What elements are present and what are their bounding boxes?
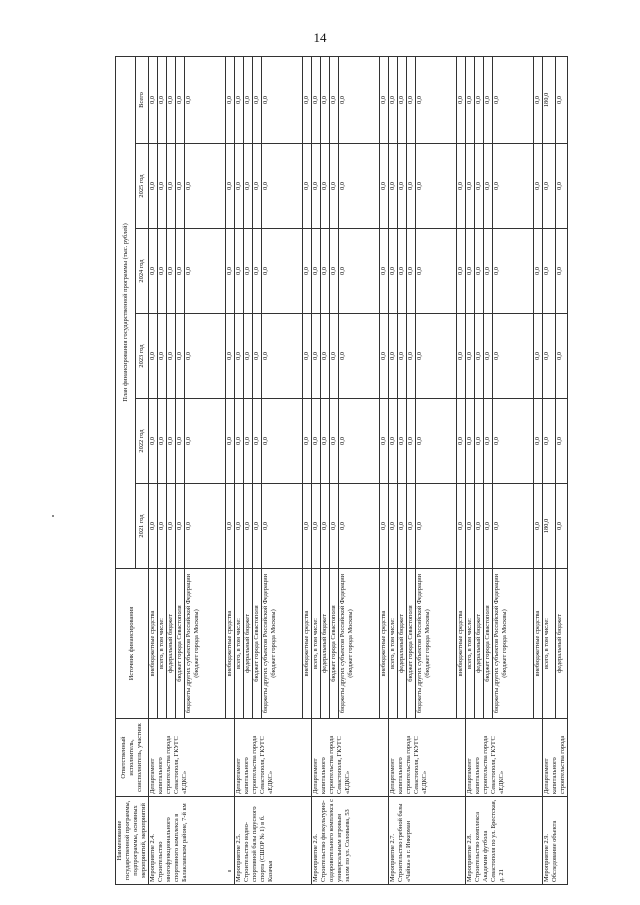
amount-cell: 0,0 <box>555 314 568 399</box>
amount-cell: 0,0 <box>555 144 568 229</box>
amount-cell: 0,0 <box>466 399 475 484</box>
funding-source: федеральный бюджет <box>244 569 253 719</box>
funding-source: бюджеты других субъектов Российской Федерации (бюджет города Москвы) <box>416 569 457 719</box>
financing-table <box>115 56 568 885</box>
amount-cell: 0,0 <box>262 399 303 484</box>
amount-cell: 0,0 <box>543 229 556 314</box>
amount-cell: 0,0 <box>457 229 466 314</box>
amount-cell: 0,0 <box>158 56 167 143</box>
header-year: 2022 год <box>136 399 149 484</box>
amount-cell: 0,0 <box>466 229 475 314</box>
amount-cell: 0,0 <box>235 56 244 143</box>
amount-cell: 0,0 <box>185 56 226 143</box>
amount-cell: 0,0 <box>312 399 321 484</box>
amount-cell: 0,0 <box>484 144 493 229</box>
amount-cell: 0,0 <box>185 484 226 569</box>
amount-cell: 0,0 <box>321 484 330 569</box>
amount-cell: 0,0 <box>262 144 303 229</box>
amount-cell: 0,0 <box>380 399 389 484</box>
amount-cell: 0,0 <box>303 229 312 314</box>
amount-cell: 0,0 <box>339 56 380 143</box>
amount-cell: 0,0 <box>534 399 543 484</box>
amount-cell: 0,0 <box>534 144 543 229</box>
amount-cell: 0,0 <box>407 484 416 569</box>
amount-cell: 0,0 <box>330 314 339 399</box>
amount-cell: 0,0 <box>176 399 185 484</box>
amount-cell: 0,0 <box>176 56 185 143</box>
amount-cell: 0,0 <box>321 229 330 314</box>
amount-cell: 0,0 <box>475 144 484 229</box>
funding-source: бюджеты других субъектов Российской Федерации (бюджет города Москвы) <box>262 569 303 719</box>
amount-cell: 0,0 <box>484 314 493 399</box>
amount-cell: 0,0 <box>407 399 416 484</box>
amount-cell: 0,0 <box>389 314 398 399</box>
amount-cell: 0,0 <box>466 56 475 143</box>
amount-cell: 0,0 <box>321 399 330 484</box>
amount-cell: 0,0 <box>555 399 568 484</box>
header-year: 2025 год <box>136 144 149 229</box>
amount-cell: 0,0 <box>262 229 303 314</box>
funding-source: всего, в том числе: <box>466 569 475 719</box>
amount-cell: 0,0 <box>235 484 244 569</box>
page-number: 14 <box>313 30 327 45</box>
amount-cell: 0,0 <box>226 144 235 229</box>
amount-cell: 0,0 <box>167 314 176 399</box>
amount-cell: 0,0 <box>244 399 253 484</box>
amount-cell: 0,0 <box>253 144 262 229</box>
amount-cell: 0,0 <box>226 229 235 314</box>
amount-cell: 0,0 <box>398 229 407 314</box>
amount-cell: 0,0 <box>303 144 312 229</box>
funding-source: внебюджетные средства <box>534 569 543 719</box>
measure-responsible: Департамент капитального строительства города Севастополя, ГКУГС «ЕДКС» <box>149 719 235 797</box>
amount-cell: 0,0 <box>484 229 493 314</box>
header-year: 2024 год <box>136 229 149 314</box>
amount-cell: 0,0 <box>149 399 158 484</box>
amount-cell: 0,0 <box>416 484 457 569</box>
measure-name: Мероприятие 2.7. Строительство гребной базы «Чайка» в г. Инкерман <box>389 797 466 885</box>
amount-cell: 0,0 <box>534 229 543 314</box>
header-responsible: Ответственный исполнитель, соисполнитель, участник <box>116 719 149 797</box>
amount-cell: 0,0 <box>158 314 167 399</box>
amount-cell: 0,0 <box>303 484 312 569</box>
rotated-table-container <box>115 57 612 885</box>
amount-cell: 0,0 <box>466 314 475 399</box>
measure-name: Мероприятие 2.8. Строительство комплекса Академии футбола Севастополя по ул. Брестская, д. 21 <box>466 797 543 885</box>
scan-speck <box>52 515 54 517</box>
amount-cell: 0,0 <box>380 484 389 569</box>
amount-cell: 0,0 <box>226 56 235 143</box>
amount-cell: 0,0 <box>312 314 321 399</box>
amount-cell: 0,0 <box>543 144 556 229</box>
amount-cell: 0,0 <box>253 314 262 399</box>
amount-cell: 0,0 <box>534 484 543 569</box>
amount-cell: 0,0 <box>475 399 484 484</box>
amount-cell: 0,0 <box>167 144 176 229</box>
amount-cell: 0,0 <box>534 56 543 143</box>
amount-cell: 0,0 <box>303 399 312 484</box>
amount-cell: 0,0 <box>543 314 556 399</box>
amount-cell: 0,0 <box>262 56 303 143</box>
amount-cell: 0,0 <box>416 144 457 229</box>
amount-cell: 0,0 <box>484 484 493 569</box>
amount-cell: 0,0 <box>226 314 235 399</box>
amount-cell: 0,0 <box>303 314 312 399</box>
funding-source: бюджеты других субъектов Российской Федерации (бюджет города Москвы) <box>185 569 226 719</box>
amount-cell: 0,0 <box>339 229 380 314</box>
amount-cell: 0,0 <box>493 56 534 143</box>
funding-source: всего, в том числе: <box>158 569 167 719</box>
amount-cell: 0,0 <box>484 56 493 143</box>
amount-cell: 0,0 <box>543 399 556 484</box>
measure-responsible: Департамент капитального строительства города Севастополя, ГКУГС «ЕДКС» <box>389 719 466 797</box>
amount-cell: 0,0 <box>312 144 321 229</box>
amount-cell: 0,0 <box>457 56 466 143</box>
funding-source: федеральный бюджет <box>398 569 407 719</box>
amount-cell: 0,0 <box>235 144 244 229</box>
amount-cell: 0,0 <box>244 484 253 569</box>
amount-cell: 0,0 <box>457 144 466 229</box>
amount-cell: 0,0 <box>253 229 262 314</box>
amount-cell: 0,0 <box>235 314 244 399</box>
amount-cell: 0,0 <box>389 144 398 229</box>
amount-cell: 0,0 <box>493 484 534 569</box>
amount-cell: 0,0 <box>475 314 484 399</box>
funding-source: внебюджетные средства <box>380 569 389 719</box>
measure-responsible: Департамент капитального строительства города Севастополя, ГКУГС «ЕДКС» <box>312 719 389 797</box>
amount-cell: 0,0 <box>149 229 158 314</box>
amount-cell: 0,0 <box>321 56 330 143</box>
funding-source: внебюджетные средства <box>457 569 466 719</box>
table-row <box>466 56 475 884</box>
amount-cell: 0,0 <box>475 56 484 143</box>
amount-cell: 0,0 <box>330 399 339 484</box>
amount-cell: 0,0 <box>185 399 226 484</box>
amount-cell: 0,0 <box>149 56 158 143</box>
amount-cell: 0,0 <box>244 229 253 314</box>
funding-source: бюджет города Севастополя <box>176 569 185 719</box>
amount-cell: 0,0 <box>407 56 416 143</box>
amount-cell: 0,0 <box>380 144 389 229</box>
table-row <box>235 56 244 884</box>
amount-cell: 0,0 <box>185 314 226 399</box>
amount-cell: 0,0 <box>493 229 534 314</box>
amount-cell: 0,0 <box>321 144 330 229</box>
measure-name: Мероприятие 2.4. Строительство многофункционального спортивного комплекса в Балаклавском районе, 7-й км <box>149 797 235 885</box>
amount-cell: 0,0 <box>312 56 321 143</box>
amount-cell: 0,0 <box>457 314 466 399</box>
amount-cell: 0,0 <box>158 399 167 484</box>
amount-cell: 0,0 <box>176 229 185 314</box>
table-row <box>149 56 158 884</box>
amount-cell: 0,0 <box>398 314 407 399</box>
amount-cell: 0,0 <box>389 484 398 569</box>
funding-source: бюджет города Севастополя <box>253 569 262 719</box>
amount-cell: 0,0 <box>330 229 339 314</box>
amount-cell: 0,0 <box>226 484 235 569</box>
amount-cell: 0,0 <box>407 229 416 314</box>
funding-source: внебюджетные средства <box>226 569 235 719</box>
amount-cell: 0,0 <box>389 399 398 484</box>
funding-source: внебюджетные средства <box>303 569 312 719</box>
amount-cell: 0,0 <box>149 144 158 229</box>
amount-cell: 0,0 <box>176 144 185 229</box>
amount-cell: 0,0 <box>158 229 167 314</box>
funding-source: всего, в том числе: <box>312 569 321 719</box>
funding-source: бюджеты других субъектов Российской Федерации (бюджет города Москвы) <box>493 569 534 719</box>
amount-cell: 0,0 <box>398 484 407 569</box>
amount-cell: 0,0 <box>167 399 176 484</box>
amount-cell: 0,0 <box>176 314 185 399</box>
funding-source: бюджеты других субъектов Российской Федерации (бюджет города Москвы) <box>339 569 380 719</box>
amount-cell: 0,0 <box>493 314 534 399</box>
amount-cell: 0,0 <box>484 399 493 484</box>
funding-source: федеральный бюджет <box>475 569 484 719</box>
funding-source: всего, в том числе: <box>543 569 556 719</box>
header-year: 2023 год <box>136 314 149 399</box>
amount-cell: 0,0 <box>380 314 389 399</box>
measure-name: Мероприятие 2.9. Обследование объекта <box>543 797 568 885</box>
amount-cell: 180,0 <box>543 56 556 143</box>
measure-responsible: Департамент капитального строительства города Севастополя, ГКУГС «ЕДКС» <box>235 719 312 797</box>
funding-source: федеральный бюджет <box>167 569 176 719</box>
funding-source: бюджет города Севастополя <box>484 569 493 719</box>
amount-cell: 0,0 <box>158 484 167 569</box>
amount-cell: 0,0 <box>185 229 226 314</box>
amount-cell: 0,0 <box>244 56 253 143</box>
amount-cell: 0,0 <box>253 399 262 484</box>
header-source: Источник финансирования <box>116 569 149 719</box>
amount-cell: 0,0 <box>158 144 167 229</box>
amount-cell: 0,0 <box>235 399 244 484</box>
amount-cell: 0,0 <box>244 314 253 399</box>
amount-cell: 0,0 <box>244 144 253 229</box>
amount-cell: 0,0 <box>176 484 185 569</box>
amount-cell: 180,0 <box>543 484 556 569</box>
amount-cell: 0,0 <box>262 484 303 569</box>
amount-cell: 0,0 <box>226 399 235 484</box>
amount-cell: 0,0 <box>321 314 330 399</box>
amount-cell: 0,0 <box>457 484 466 569</box>
table-row <box>312 56 321 884</box>
funding-source: бюджет города Севастополя <box>407 569 416 719</box>
amount-cell: 0,0 <box>339 484 380 569</box>
funding-source: бюджет города Севастополя <box>330 569 339 719</box>
amount-cell: 0,0 <box>398 144 407 229</box>
measure-name: Мероприятие 2.6. Строительство физкультурно-оздоровительного комплекса с универсальным игровым залом по ул. Соловьева, 53 <box>312 797 389 885</box>
amount-cell: 0,0 <box>330 56 339 143</box>
amount-cell: 0,0 <box>416 314 457 399</box>
amount-cell: 0,0 <box>555 484 568 569</box>
amount-cell: 0,0 <box>253 56 262 143</box>
amount-cell: 0,0 <box>312 229 321 314</box>
amount-cell: 0,0 <box>407 144 416 229</box>
amount-cell: 0,0 <box>339 399 380 484</box>
amount-cell: 0,0 <box>167 229 176 314</box>
amount-cell: 0,0 <box>167 56 176 143</box>
amount-cell: 0,0 <box>416 56 457 143</box>
table-row <box>543 56 556 884</box>
amount-cell: 0,0 <box>457 399 466 484</box>
amount-cell: 0,0 <box>167 484 176 569</box>
amount-cell: 0,0 <box>416 229 457 314</box>
amount-cell: 0,0 <box>149 484 158 569</box>
amount-cell: 0,0 <box>380 56 389 143</box>
measure-responsible: Департамент капитального строительства города <box>543 719 568 797</box>
amount-cell: 0,0 <box>493 144 534 229</box>
amount-cell: 0,0 <box>330 144 339 229</box>
amount-cell: 0,0 <box>398 399 407 484</box>
amount-cell: 0,0 <box>235 229 244 314</box>
measure-name: Мероприятие 2.5. Строительство водно-спортивной базы парусного спорта (СШОР № 1) в б. Казачья <box>235 797 312 885</box>
amount-cell: 0,0 <box>339 314 380 399</box>
funding-source: федеральный бюджет <box>555 569 568 719</box>
funding-source: федеральный бюджет <box>321 569 330 719</box>
amount-cell: 0,0 <box>303 56 312 143</box>
header-plan: План финансирования государственной программы (тыс. рублей) <box>116 56 136 568</box>
funding-source: всего, в том числе: <box>235 569 244 719</box>
header-name: Наименование государственной программы, подпрограммы, основных мероприятий, мероприятий <box>116 797 149 885</box>
amount-cell: 0,0 <box>185 144 226 229</box>
table-body <box>149 56 568 884</box>
measure-responsible: Департамент капитального строительства города Севастополя, ГКУГС «ЕДКС» <box>466 719 543 797</box>
amount-cell: 0,0 <box>475 484 484 569</box>
amount-cell: 0,0 <box>555 56 568 143</box>
amount-cell: 0,0 <box>555 229 568 314</box>
amount-cell: 0,0 <box>380 229 389 314</box>
amount-cell: 0,0 <box>534 314 543 399</box>
amount-cell: 0,0 <box>312 484 321 569</box>
funding-source: внебюджетные средства <box>149 569 158 719</box>
amount-cell: 0,0 <box>475 229 484 314</box>
amount-cell: 0,0 <box>398 56 407 143</box>
amount-cell: 0,0 <box>493 399 534 484</box>
amount-cell: 0,0 <box>389 229 398 314</box>
amount-cell: 0,0 <box>330 484 339 569</box>
funding-source: всего, в том числе: <box>389 569 398 719</box>
header-year: Всего <box>136 56 149 143</box>
amount-cell: 0,0 <box>466 144 475 229</box>
amount-cell: 0,0 <box>253 484 262 569</box>
amount-cell: 0,0 <box>339 144 380 229</box>
header-year: 2021 год <box>136 484 149 569</box>
amount-cell: 0,0 <box>416 399 457 484</box>
amount-cell: 0,0 <box>466 484 475 569</box>
table-row <box>389 56 398 884</box>
amount-cell: 0,0 <box>149 314 158 399</box>
amount-cell: 0,0 <box>389 56 398 143</box>
amount-cell: 0,0 <box>262 314 303 399</box>
amount-cell: 0,0 <box>407 314 416 399</box>
